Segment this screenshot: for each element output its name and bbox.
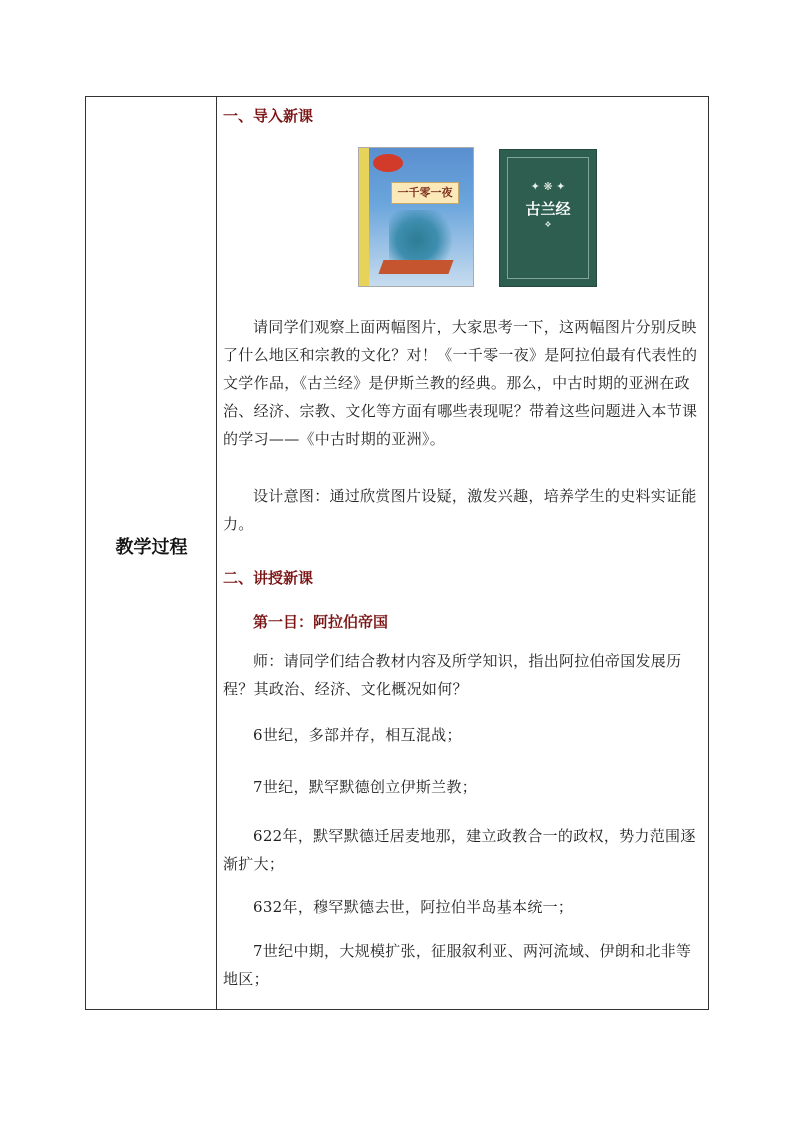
timeline-item: 7世纪中期，大规模扩张，征服叙利亚、两河流域、伊朗和北非等地区； bbox=[223, 942, 692, 988]
left-column bbox=[86, 97, 217, 1009]
book1-title: 一千零一夜 bbox=[391, 182, 459, 204]
lesson-table bbox=[85, 96, 709, 1010]
book-image-quran: ✦ ❋ ✦ 古兰经 ❖ bbox=[499, 149, 597, 287]
timeline-item: 622年，默罕默德迁居麦地那，建立政教合一的政权，势力范围逐渐扩大； bbox=[223, 827, 696, 873]
intro-paragraph: 请同学们观察上面两幅图片，大家思考一下，这两幅图片分别反映了什么地区和宗教的文化？对！《一千零一夜》是阿拉伯最有代表性的文学作品，《古兰经》是伊斯兰教的经典。那么，中古时期的亚洲在政治、经济、宗教、文化等方面有哪些表现呢？带着这些问题进入本节课的学习——《中古时期的亚洲》。 bbox=[223, 318, 698, 448]
teacher-question: 师：请同学们结合教材内容及所学知识，指出阿拉伯帝国发展历程？其政治、经济、文化概况如何？ bbox=[223, 652, 682, 698]
timeline-item: 7世纪，默罕默德创立伊斯兰教； bbox=[253, 778, 478, 796]
timeline-item: 632年，穆罕默德去世，阿拉伯半岛基本统一； bbox=[253, 898, 574, 916]
section1-heading: 一、导入新课 bbox=[223, 107, 314, 125]
book2-title: 古兰经 bbox=[525, 200, 571, 218]
timeline-item: 6世纪，多部并存，相互混战； bbox=[253, 726, 462, 744]
section2-heading: 二、讲授新课 bbox=[223, 569, 314, 587]
right-column bbox=[217, 97, 708, 1009]
row-label: 教学过程 bbox=[115, 537, 188, 558]
book-image-thousand-nights bbox=[358, 147, 474, 287]
subsection-heading: 第一目：阿拉伯帝国 bbox=[253, 613, 389, 631]
design-intent-paragraph: 设计意图：通过欣赏图片设疑，激发兴趣，培养学生的史料实证能力。 bbox=[223, 487, 697, 533]
